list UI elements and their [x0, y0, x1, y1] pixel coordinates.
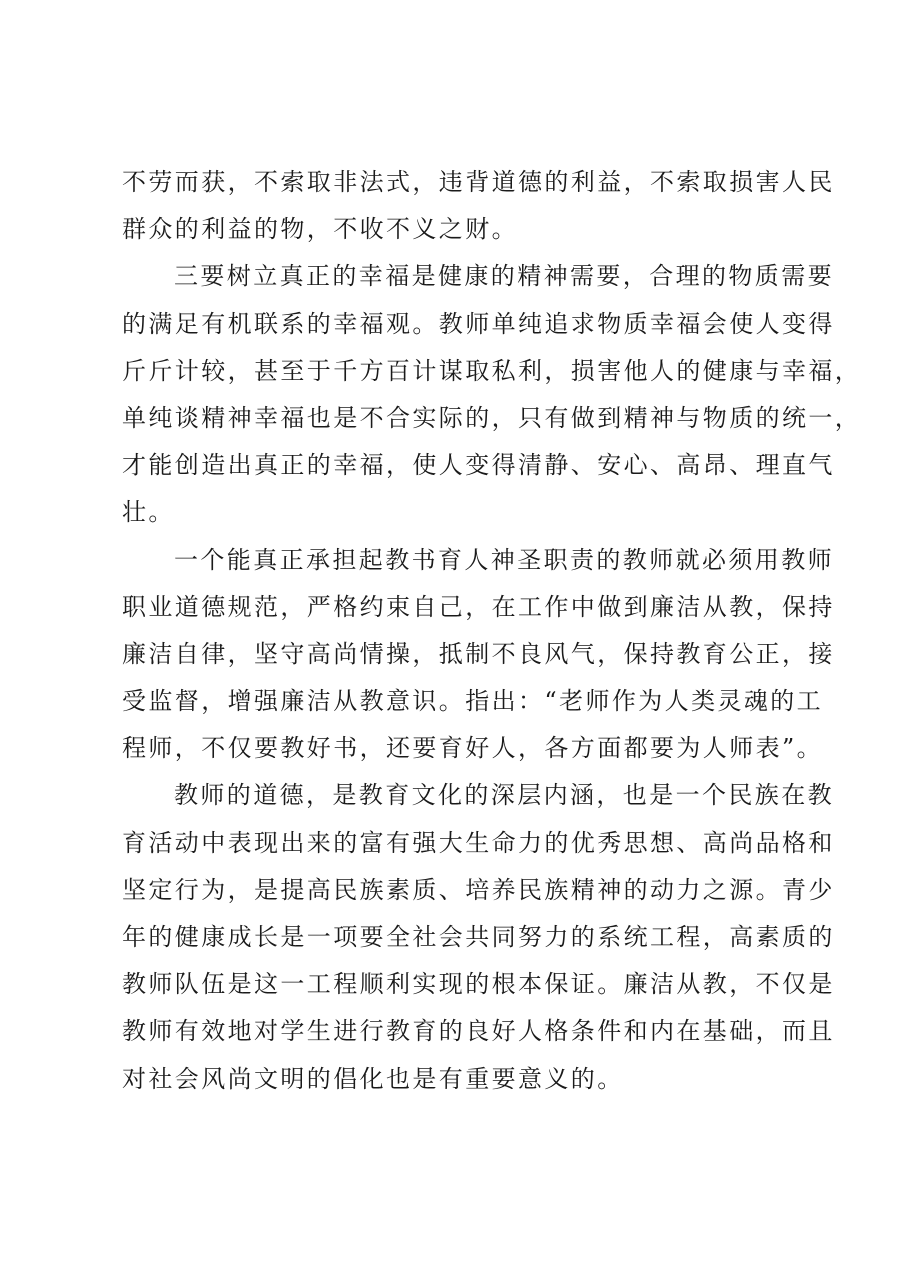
text-line: 单纯谈精神幸福也是不合实际的，只有做到精神与物质的统一， [122, 403, 862, 432]
text-line: 坚定行为，是提高民族素质、培养民族精神的动力之源。青少 [122, 875, 835, 904]
paragraph-start-line: 一个能真正承担起教书育人神圣职责的教师就必须用教师 [174, 545, 834, 574]
paragraph-start-line: 教师的道德，是教育文化的深层内涵，也是一个民族在教 [174, 781, 834, 810]
text-line: 斤斤计较，甚至于千方百计谋取私利，损害他人的健康与幸福， [122, 356, 862, 385]
text-line: 对社会风尚文明的倡化也是有重要意义的。 [122, 1064, 624, 1093]
text-line: 年的健康成长是一项要全社会共同努力的系统工程，高素质的 [122, 923, 835, 951]
text-line: 程师，不仅要教好书，还要育好人，各方面都要为人师表”。 [122, 734, 824, 763]
text-line: 育活动中表现出来的富有强大生命力的优秀思想、高尚品格和 [122, 828, 835, 857]
text-line: 职业道德规范，严格约束自己，在工作中做到廉洁从教，保持 [122, 592, 835, 621]
text-line: 廉洁自律，坚守高尚情操，抵制不良风气，保持教育公正，接 [122, 639, 835, 668]
text-line: 不劳而获，不索取非法式，违背道德的利益，不索取损害人民 [122, 168, 835, 196]
text-line: 受监督，增强廉洁从教意识。指出：“老师作为人类灵魂的工 [122, 687, 824, 716]
text-line: 壮。 [122, 498, 175, 527]
text-line: 才能创造出真正的幸福，使人变得清静、安心、高昂、理直气 [122, 451, 835, 480]
text-line: 教师有效地对学生进行教育的良好人格条件和内在基础，而且 [122, 1017, 835, 1046]
body-text [122, 159, 862, 1103]
paragraph-start-line: 三要树立真正的幸福是健康的精神需要，合理的物质需要 [174, 262, 834, 291]
text-line: 教师队伍是这一工程顺利实现的根本保证。廉洁从教，不仅是 [122, 970, 835, 999]
text-line: 的满足有机联系的幸福观。教师单纯追求物质幸福会使人变得 [122, 309, 835, 338]
text-line: 群众的利益的物，不收不义之财。 [122, 215, 518, 244]
